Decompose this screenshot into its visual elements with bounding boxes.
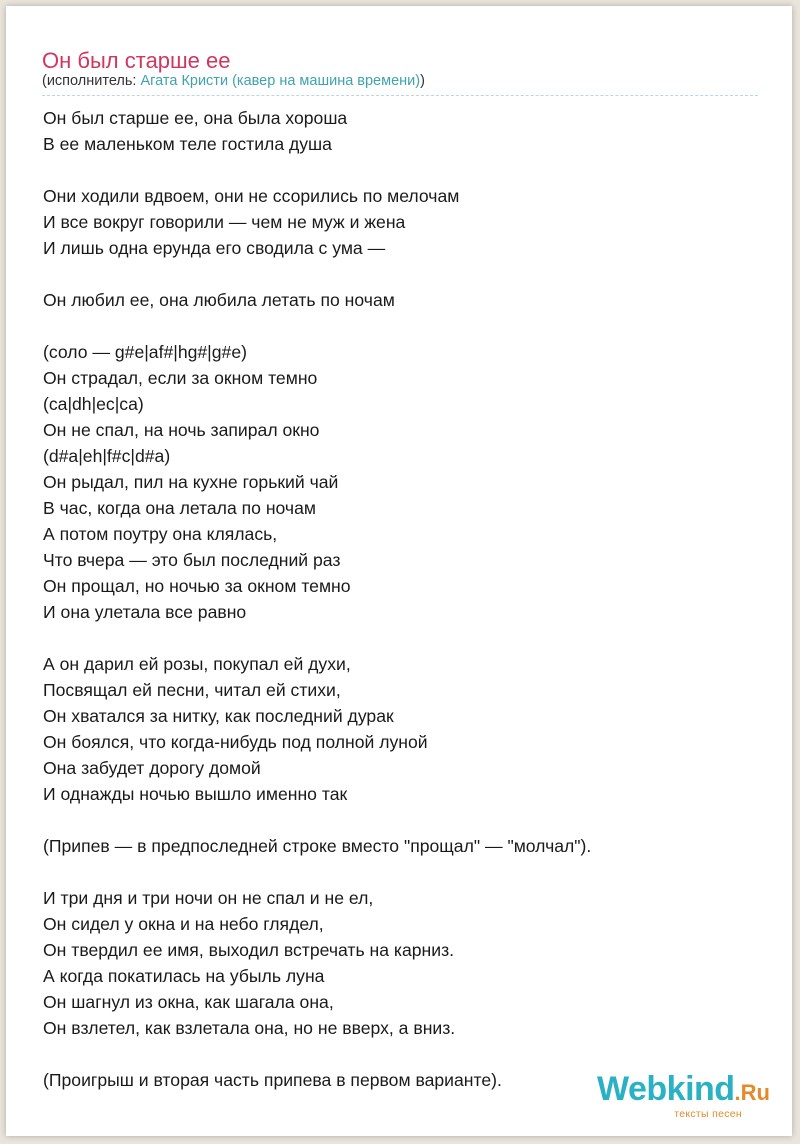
stanza-break <box>43 807 763 833</box>
stanza-break <box>43 313 763 339</box>
dashed-divider <box>42 95 758 96</box>
lyric-line: Он был старше ее, она была хороша <box>43 108 348 128</box>
stanza-break <box>43 1041 763 1067</box>
lyric-line: Он не спал, на ночь запирал окно <box>43 420 320 440</box>
logo-tld: .Ru <box>734 1080 770 1105</box>
lyric-line: Он сидел у окна и на небо глядел, <box>43 914 324 934</box>
lyric-line: Он страдал, если за окном темно <box>43 368 318 388</box>
lyric-line: Он твердил ее имя, выходил встречать на карниз. <box>43 940 455 960</box>
lyric-line: И все вокруг говорили — чем не муж и жена <box>43 212 406 232</box>
lyrics-body <box>43 105 763 1093</box>
lyric-line: (ca|dh|ec|ca) <box>43 394 144 414</box>
lyric-line: (Проигрыш и вторая часть припева в первом варианте). <box>43 1070 502 1090</box>
performer-suffix: ) <box>420 73 425 89</box>
lyric-line: И она улетала все равно <box>43 602 247 622</box>
lyrics-page <box>6 6 792 1136</box>
lyric-line: Он хватался за нитку, как последний дурак <box>43 706 394 726</box>
lyric-line: А когда покатилась на убыль луна <box>43 966 325 986</box>
stanza-break <box>43 625 763 651</box>
lyric-line: (соло — g#e|af#|hg#|g#e) <box>43 342 247 362</box>
lyric-line: Он прощал, но ночью за окном темно <box>43 576 351 596</box>
song-title: Он был старше ее <box>42 48 231 73</box>
logo-tagline: тексты песен <box>674 1108 742 1120</box>
lyric-line: И однажды ночью вышло именно так <box>43 784 348 804</box>
lyric-line: Посвящал ей песни, читал ей стихи, <box>43 680 341 700</box>
lyric-line: Он рыдал, пил на кухне горький чай <box>43 472 339 492</box>
webkind-logo[interactable] <box>597 1072 770 1120</box>
logo-wordmark <box>597 1072 770 1110</box>
lyric-line: (Припев — в предпоследней строке вместо "прощал" — "молчал"). <box>43 836 592 856</box>
lyric-line: А потом поутру она клялась, <box>43 524 278 544</box>
lyric-line: Он взлетел, как взлетала она, но не вверх, а вниз. <box>43 1018 456 1038</box>
stanza-break <box>43 859 763 885</box>
lyric-line: Они ходили вдвоем, они не ссорились по мелочам <box>43 186 460 206</box>
lyric-line: В час, когда она летала по ночам <box>43 498 316 518</box>
lyric-line: Он шагнул из окна, как шагала она, <box>43 992 334 1012</box>
stanza-break <box>43 157 763 183</box>
lyric-line: Он боялся, что когда-нибудь под полной луной <box>43 732 428 752</box>
lyric-line: В ее маленьком теле гостила душа <box>43 134 332 154</box>
artist-link[interactable]: Агата Кристи (кавер на машина времени) <box>140 73 421 89</box>
lyric-line: И три дня и три ночи он не спал и не ел, <box>43 888 374 908</box>
lyric-line: Он любил ее, она любила летать по ночам <box>43 290 395 310</box>
lyric-line: А он дарил ей розы, покупал ей духи, <box>43 654 351 674</box>
lyric-line: (d#a|eh|f#c|d#a) <box>43 446 171 466</box>
lyric-line: И лишь одна ерунда его сводила с ума — <box>43 238 386 258</box>
performer-prefix: (исполнитель: <box>42 73 141 89</box>
lyric-line: Она забудет дорогу домой <box>43 758 261 778</box>
stanza-break <box>43 261 763 287</box>
logo-name: Webkind <box>597 1070 735 1108</box>
performer-line <box>42 73 425 89</box>
lyric-line: Что вчера — это был последний раз <box>43 550 341 570</box>
